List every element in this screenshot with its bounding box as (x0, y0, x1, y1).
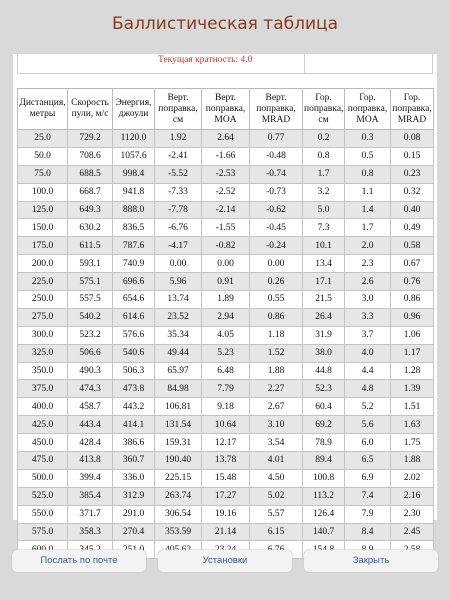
table-cell: 4.01 (250, 452, 303, 470)
table-cell: 2.30 (391, 505, 434, 523)
table-row (18, 147, 434, 165)
table-cell: -4.17 (155, 237, 202, 255)
table-cell: 113.2 (303, 487, 345, 505)
table-cell: 270.4 (113, 523, 155, 541)
table-cell: 696.6 (113, 273, 155, 291)
table-cell: 175.0 (18, 237, 68, 255)
table-cell: 325.0 (18, 344, 68, 362)
table-cell: 458.7 (68, 398, 113, 416)
table-cell: 2.02 (391, 469, 434, 487)
table-cell: 9.18 (202, 398, 250, 416)
table-cell: -2.53 (202, 165, 250, 183)
table-row (18, 416, 434, 434)
table-cell: 0.00 (155, 255, 202, 273)
table-cell: 1.18 (250, 326, 303, 344)
ballistic-report (13, 54, 437, 538)
table-cell: 3.0 (345, 291, 391, 309)
table-row (18, 380, 434, 398)
table-cell: 414.1 (113, 416, 155, 434)
table-row (18, 452, 434, 470)
table-cell: 0.49 (391, 219, 434, 237)
table-cell: 6.5 (345, 452, 391, 470)
table-cell: 385.4 (68, 487, 113, 505)
col-header-distance: Дистанция, метры (18, 89, 68, 130)
table-cell: 1.75 (391, 434, 434, 452)
col-header-vert-cm: Верт. поправка, см (155, 89, 202, 130)
table-cell: 7.4 (345, 487, 391, 505)
table-cell: 0.8 (345, 165, 391, 183)
table-cell: -2.52 (202, 183, 250, 201)
table-cell: 0.15 (391, 147, 434, 165)
table-cell: 1.63 (391, 416, 434, 434)
table-cell: 21.14 (202, 523, 250, 541)
table-cell: 1.52 (250, 344, 303, 362)
table-cell: 2.67 (250, 398, 303, 416)
table-row (18, 183, 434, 201)
table-cell: 126.4 (303, 505, 345, 523)
table-row (18, 291, 434, 309)
table-cell: 358.3 (68, 523, 113, 541)
table-cell: 375.0 (18, 380, 68, 398)
table-cell: 75.0 (18, 165, 68, 183)
table-cell: 17.1 (303, 273, 345, 291)
table-cell: 78.9 (303, 434, 345, 452)
table-cell: 4.05 (202, 326, 250, 344)
table-cell: 7.9 (345, 505, 391, 523)
col-header-hor-cm: Гор. поправка, см (303, 89, 345, 130)
table-cell: 575.1 (68, 273, 113, 291)
col-header-hor-moa: Гор. поправка, MOA (345, 89, 391, 130)
table-cell: 688.5 (68, 165, 113, 183)
table-cell: 131.54 (155, 416, 202, 434)
table-row (18, 469, 434, 487)
table-body (18, 130, 434, 559)
table-row (18, 130, 434, 148)
table-cell: 4.0 (345, 344, 391, 362)
table-cell: 25.0 (18, 130, 68, 148)
table-cell: 525.0 (18, 487, 68, 505)
table-cell: 190.40 (155, 452, 202, 470)
table-row (18, 255, 434, 273)
table-cell: 2.45 (391, 523, 434, 541)
table-cell: 159.31 (155, 434, 202, 452)
table-cell: 1.7 (345, 219, 391, 237)
table-cell: 6.48 (202, 362, 250, 380)
table-cell: 576.6 (113, 326, 155, 344)
table-cell: 399.4 (68, 469, 113, 487)
table-cell: 500.0 (18, 469, 68, 487)
table-cell: 0.00 (202, 255, 250, 273)
table-cell: 0.55 (250, 291, 303, 309)
table-cell: 1.4 (345, 201, 391, 219)
table-cell: -2.14 (202, 201, 250, 219)
table-row (18, 201, 434, 219)
table-cell: 443.4 (68, 416, 113, 434)
table-cell: 473.8 (113, 380, 155, 398)
zoom-info: Текущая кратность: 4.0 (158, 55, 253, 65)
col-header-vert-moa: Верт. поправка, MOA (202, 89, 250, 130)
table-cell: 550.0 (18, 505, 68, 523)
close-button[interactable]: Закрыть (304, 550, 438, 572)
table-cell: 941.8 (113, 183, 155, 201)
table-cell: 13.74 (155, 291, 202, 309)
table-cell: 291.0 (113, 505, 155, 523)
table-cell: 2.94 (202, 308, 250, 326)
table-cell: 540.2 (68, 308, 113, 326)
table-cell: 1.89 (202, 291, 250, 309)
table-cell: 5.2 (345, 398, 391, 416)
table-cell: 6.0 (345, 434, 391, 452)
table-cell: 8.4 (345, 523, 391, 541)
table-cell: 1.88 (391, 452, 434, 470)
table-cell: 250.0 (18, 291, 68, 309)
col-header-energy: Энергия, джоули (113, 89, 155, 130)
table-cell: 125.0 (18, 201, 68, 219)
table-row (18, 398, 434, 416)
table-cell: 4.4 (345, 362, 391, 380)
table-cell: 44.8 (303, 362, 345, 380)
table-cell: 0.96 (391, 308, 434, 326)
table-cell: 540.6 (113, 344, 155, 362)
table-cell: 89.4 (303, 452, 345, 470)
table-cell: 630.2 (68, 219, 113, 237)
table-cell: 10.64 (202, 416, 250, 434)
table-cell: 5.23 (202, 344, 250, 362)
table-cell: 614.6 (113, 308, 155, 326)
table-cell: 225.15 (155, 469, 202, 487)
table-cell: 10.1 (303, 237, 345, 255)
table-cell: 17.27 (202, 487, 250, 505)
table-cell: 26.4 (303, 308, 345, 326)
table-cell: 312.9 (113, 487, 155, 505)
table-cell: 6.9 (345, 469, 391, 487)
table-cell: 0.08 (391, 130, 434, 148)
table-cell: 2.16 (391, 487, 434, 505)
table-cell: 649.3 (68, 201, 113, 219)
table-cell: 3.3 (345, 308, 391, 326)
table-cell: -7.33 (155, 183, 202, 201)
table-cell: 557.5 (68, 291, 113, 309)
table-cell: -1.66 (202, 147, 250, 165)
table-row (18, 505, 434, 523)
table-cell: 1.39 (391, 380, 434, 398)
table-cell: 35.34 (155, 326, 202, 344)
table-cell: 21.5 (303, 291, 345, 309)
table-cell: 0.76 (391, 273, 434, 291)
table-cell: 7.79 (202, 380, 250, 398)
table-cell: 0.8 (303, 147, 345, 165)
table-cell: 100.8 (303, 469, 345, 487)
table-cell: 52.3 (303, 380, 345, 398)
table-cell: 350.0 (18, 362, 68, 380)
table-cell: 475.0 (18, 452, 68, 470)
table-cell: 3.2 (303, 183, 345, 201)
table-cell: 1.17 (391, 344, 434, 362)
table-cell: 1.7 (303, 165, 345, 183)
table-cell: 371.7 (68, 505, 113, 523)
table-cell: 49.44 (155, 344, 202, 362)
table-cell: 1.1 (345, 183, 391, 201)
table-cell: 225.0 (18, 273, 68, 291)
table-cell: 0.40 (391, 201, 434, 219)
table-cell: 0.91 (202, 273, 250, 291)
table-cell: 69.2 (303, 416, 345, 434)
table-cell: 106.81 (155, 398, 202, 416)
table-cell: 60.4 (303, 398, 345, 416)
table-row (18, 344, 434, 362)
table-cell: -6.76 (155, 219, 202, 237)
table-row (18, 219, 434, 237)
table-cell: 360.7 (113, 452, 155, 470)
table-cell: -0.24 (250, 237, 303, 255)
table-cell: 38.0 (303, 344, 345, 362)
table-cell: 300.0 (18, 326, 68, 344)
table-cell: 490.3 (68, 362, 113, 380)
table-cell: -0.82 (202, 237, 250, 255)
page-title: Баллистическая таблица (111, 14, 339, 34)
table-cell: 353.59 (155, 523, 202, 541)
table-cell: 336.0 (113, 469, 155, 487)
col-header-vert-mrad: Верт. поправка, MRAD (250, 89, 303, 130)
table-cell: 5.57 (250, 505, 303, 523)
table-cell: 140.7 (303, 523, 345, 541)
table-header-row (18, 89, 434, 130)
table-cell: 15.48 (202, 469, 250, 487)
table-cell: 0.58 (391, 237, 434, 255)
table-cell: 0.67 (391, 255, 434, 273)
table-cell: -0.48 (250, 147, 303, 165)
table-cell: 6.15 (250, 523, 303, 541)
table-cell: 611.5 (68, 237, 113, 255)
table-cell: -0.62 (250, 201, 303, 219)
table-cell: -2.41 (155, 147, 202, 165)
table-cell: 523.2 (68, 326, 113, 344)
table-row (18, 523, 434, 541)
table-cell: 708.6 (68, 147, 113, 165)
table-cell: 2.27 (250, 380, 303, 398)
table-cell: 19.16 (202, 505, 250, 523)
table-cell: 1057.6 (113, 147, 155, 165)
table-cell: 5.96 (155, 273, 202, 291)
table-cell: 3.7 (345, 326, 391, 344)
table-cell: -5.52 (155, 165, 202, 183)
table-cell: 740.9 (113, 255, 155, 273)
table-cell: 1.06 (391, 326, 434, 344)
table-cell: 0.2 (303, 130, 345, 148)
table-cell: 0.23 (391, 165, 434, 183)
table-cell: 0.00 (250, 255, 303, 273)
table-cell: 654.6 (113, 291, 155, 309)
table-cell: 100.0 (18, 183, 68, 201)
table-cell: 0.32 (391, 183, 434, 201)
table-cell: 275.0 (18, 308, 68, 326)
table-cell: 0.5 (345, 147, 391, 165)
table-cell: 506.6 (68, 344, 113, 362)
table-row (18, 308, 434, 326)
table-row (18, 237, 434, 255)
table-row (18, 165, 434, 183)
table-cell: 787.6 (113, 237, 155, 255)
table-row (18, 273, 434, 291)
table-cell: -0.74 (250, 165, 303, 183)
table-row (18, 434, 434, 452)
table-cell: 0.26 (250, 273, 303, 291)
table-cell: -7.78 (155, 201, 202, 219)
table-cell: 1120.0 (113, 130, 155, 148)
info-box (17, 54, 433, 74)
table-cell: 0.77 (250, 130, 303, 148)
table-cell: 575.0 (18, 523, 68, 541)
table-cell: 1.92 (155, 130, 202, 148)
table-cell: 84.98 (155, 380, 202, 398)
table-cell: 1.28 (391, 362, 434, 380)
table-cell: 998.4 (113, 165, 155, 183)
col-header-hor-mrad: Гор. поправка, MRAD (391, 89, 434, 130)
table-cell: 4.50 (250, 469, 303, 487)
table-cell: 425.0 (18, 416, 68, 434)
table-cell: 2.0 (345, 237, 391, 255)
table-cell: 450.0 (18, 434, 68, 452)
table-cell: 5.02 (250, 487, 303, 505)
table-cell: 23.52 (155, 308, 202, 326)
table-cell: -0.73 (250, 183, 303, 201)
table-cell: 0.86 (250, 308, 303, 326)
table-cell: 3.54 (250, 434, 303, 452)
table-cell: 2.3 (345, 255, 391, 273)
table-cell: 5.0 (303, 201, 345, 219)
table-cell: 50.0 (18, 147, 68, 165)
table-cell: 4.8 (345, 380, 391, 398)
table-row (18, 326, 434, 344)
table-cell: 13.78 (202, 452, 250, 470)
table-cell: 31.9 (303, 326, 345, 344)
table-cell: 200.0 (18, 255, 68, 273)
table-cell: 2.64 (202, 130, 250, 148)
table-cell: 668.7 (68, 183, 113, 201)
table-cell: 263.74 (155, 487, 202, 505)
table-cell: 306.54 (155, 505, 202, 523)
col-header-velocity: Скорость пули, м/с (68, 89, 113, 130)
table-cell: 836.5 (113, 219, 155, 237)
table-cell: 413.8 (68, 452, 113, 470)
table-cell: 506.3 (113, 362, 155, 380)
table-cell: 13.4 (303, 255, 345, 273)
table-cell: 0.86 (391, 291, 434, 309)
table-cell: 443.2 (113, 398, 155, 416)
table-cell: 150.0 (18, 219, 68, 237)
table-cell: 1.51 (391, 398, 434, 416)
table-cell: 0.3 (345, 130, 391, 148)
table-cell: 7.3 (303, 219, 345, 237)
table-cell: 5.6 (345, 416, 391, 434)
send-email-button[interactable]: Послать по почте (12, 550, 146, 572)
table-cell: 474.3 (68, 380, 113, 398)
table-cell: 386.6 (113, 434, 155, 452)
table-cell: 65.97 (155, 362, 202, 380)
table-cell: 12.17 (202, 434, 250, 452)
table-cell: 593.1 (68, 255, 113, 273)
table-row (18, 362, 434, 380)
table-cell: -0.45 (250, 219, 303, 237)
table-cell: 2.6 (345, 273, 391, 291)
info-divider (304, 54, 305, 74)
table-cell: 428.4 (68, 434, 113, 452)
settings-button[interactable]: Установки (158, 550, 292, 572)
table-cell: 3.10 (250, 416, 303, 434)
table-cell: 400.0 (18, 398, 68, 416)
table-cell: -1.55 (202, 219, 250, 237)
table-cell: 1.88 (250, 362, 303, 380)
ballistic-table (17, 88, 434, 559)
table-cell: 729.2 (68, 130, 113, 148)
table-row (18, 487, 434, 505)
table-cell: 888.0 (113, 201, 155, 219)
